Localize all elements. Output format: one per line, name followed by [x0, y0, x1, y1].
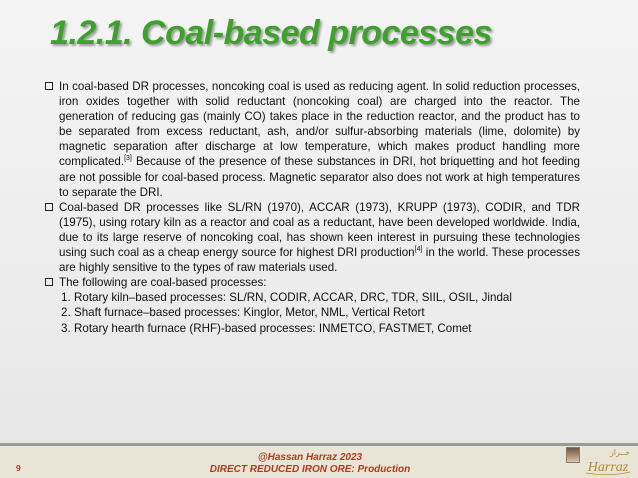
list-number: 1.	[61, 291, 71, 305]
list-item-text: Rotary kiln–based processes: SL/RN, CODIR, ACCAR, DRC, TDR, SIIL, OSIL, Jindal	[74, 291, 512, 305]
checkbox-bullet-icon	[45, 203, 53, 211]
svg-text:Harraz: Harraz	[587, 460, 629, 475]
process-list	[45, 290, 580, 335]
list-item	[45, 290, 580, 305]
list-number: 3.	[61, 321, 71, 335]
citation-ref: [3]	[124, 155, 132, 163]
bullet-text: in the world. These processes are highly sensitive to the types of raw materials used.	[59, 246, 580, 275]
bullet-following-processes	[45, 275, 580, 290]
list-item	[45, 321, 580, 336]
page-number: 9	[16, 463, 21, 473]
slide-content	[45, 79, 580, 336]
bullet-text: In coal-based DR processes, noncoking coal is used as reducing agent. In solid reduction processes, iron oxides together with solid reductant (noncoking coal) are charged into the reactor. The generation of reducing gas (mainly CO) takes place in the reduction reactor, and the product has to be separated from excess reductant, ash, and/or sulfur-absorbing materials (lime, dolomite) by magnetic separation after discharge at low temperature, which makes product handling more complicated.	[59, 80, 580, 169]
checkbox-bullet-icon	[45, 82, 53, 90]
citation-ref: [4]	[414, 246, 423, 254]
author-photo-icon	[566, 447, 580, 463]
slide-title: 1.2.1. Coal-based processes	[50, 14, 492, 52]
bullet-text: Coal-based DR processes like SL/RN (1970), ACCAR (1973), KRUPP (1973), CODIR, and TDR (1975), using rotary kiln as a reactor and coal as a reductant, have been developed worldwide. India, due to its large reserve of noncoking coal, has shown keen interest in pursuing these technologies using such coal as a cheap energy source for highest DRI production	[59, 200, 580, 260]
checkbox-bullet-icon	[45, 278, 53, 286]
list-item	[45, 305, 580, 320]
harraz-logo-icon	[582, 446, 634, 476]
bullet-coal-based-processes-list	[45, 200, 580, 275]
bullet-text: Because of the presence of these substances in DRI, hot briquetting and hot feeding are not possible for coal-based process. Magnetic separator also does not work at high temperatures to separate the DRI.	[59, 155, 580, 199]
list-item-text: Shaft furnace–based processes: Kinglor, Metor, NML, Vertical Retort	[74, 306, 425, 320]
footer-copyright: @Hassan Harraz 2023	[257, 452, 363, 463]
bullet-coal-based-dr	[45, 79, 580, 200]
list-number: 2.	[61, 306, 71, 320]
list-item-text: Rotary hearth furnace (RHF)-based processes: INMETCO, FASTMET, Comet	[74, 321, 472, 335]
svg-text:حــراز: حــراز	[609, 448, 631, 457]
footer-caption	[190, 452, 430, 476]
footer-subtitle: DIRECT REDUCED IRON ORE: Production	[209, 464, 411, 475]
bullet-text: The following are coal-based processes:	[59, 276, 267, 290]
